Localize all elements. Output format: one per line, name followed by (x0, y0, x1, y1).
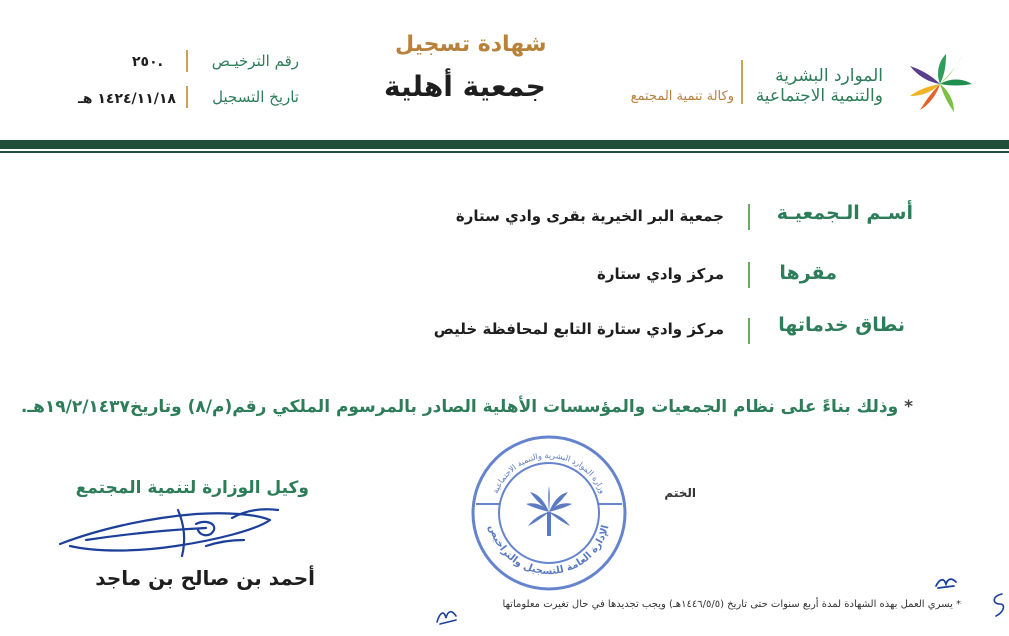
header-separator (741, 60, 743, 104)
field-separator (748, 262, 750, 288)
signatory-title: وكيل الوزارة لتنمية المجتمع (75, 478, 309, 498)
decree-text: وذلك بناءً على نظام الجمعيات والمؤسسات الأهلية الصادر بالمرسوم الملكي رقم(م/٨) وتاريخ١٩/٢/١٤٣٧هـ. (20, 397, 899, 417)
license-number: ٢٥٠. (132, 54, 163, 70)
agency-name: وكالة تنمية المجتمع (630, 89, 734, 104)
ministry-name-line1: الموارد البشرية (775, 66, 883, 86)
seal-label: الختم (664, 486, 696, 500)
certificate-title: شهادة تسجيل (395, 32, 547, 57)
date-separator (186, 86, 188, 108)
field-separator (748, 204, 750, 230)
certificate-subtitle: جمعية أهلية (384, 70, 546, 103)
header-divider-bar (0, 140, 1009, 149)
seal-ring-text-top: وزارة الموارد البشرية والتنمية الاجتماعية (490, 450, 608, 495)
handwritten-initials-icon (434, 606, 460, 626)
field-value-name: جمعية البر الخيرية بقرى وادي ستارة (455, 207, 724, 225)
decree-statement (21, 397, 913, 417)
registration-date: ١٤٢٤/١١/١٨ هـ (78, 91, 176, 107)
field-separator (748, 318, 750, 344)
seal-ring-text-bottom: الإدارة العامة للتسجيل والتراخيص (486, 523, 612, 578)
field-label-service-scope: نطاق خدماتها (778, 314, 905, 336)
handwritten-annotation-icon (988, 590, 1008, 620)
registration-date-label: تاريخ التسجيل (212, 88, 299, 106)
signature-icon (56, 500, 286, 564)
ministry-name-line2: والتنمية الاجتماعية (755, 86, 883, 106)
license-separator (186, 50, 188, 72)
field-label-name: أسـم الـجمعيـة (776, 202, 913, 224)
decree-asterisk: * (904, 397, 913, 417)
header-divider-line (0, 151, 1009, 153)
palm-star-logo-icon (893, 48, 987, 120)
handwritten-annotation-icon (934, 574, 960, 590)
signatory-name: أحمد بن صالح بن ماجد (95, 566, 315, 590)
license-label: رقم الترخيـص (211, 52, 299, 70)
field-label-headquarters: مقرها (779, 262, 837, 284)
official-seal-icon (468, 432, 630, 594)
validity-footnote: * يسري العمل بهذه الشهادة لمدة أربع سنوات حتى تاريخ (١٤٤٦/٥/٥هـ) ويجب تجديدها في حال تغيرت معلوماتها (502, 599, 961, 610)
field-value-service-scope: مركز وادي ستارة التابع لمحافظة خليص (433, 320, 724, 338)
ministry-name (756, 66, 883, 106)
field-value-headquarters: مركز وادي ستارة (596, 265, 724, 283)
